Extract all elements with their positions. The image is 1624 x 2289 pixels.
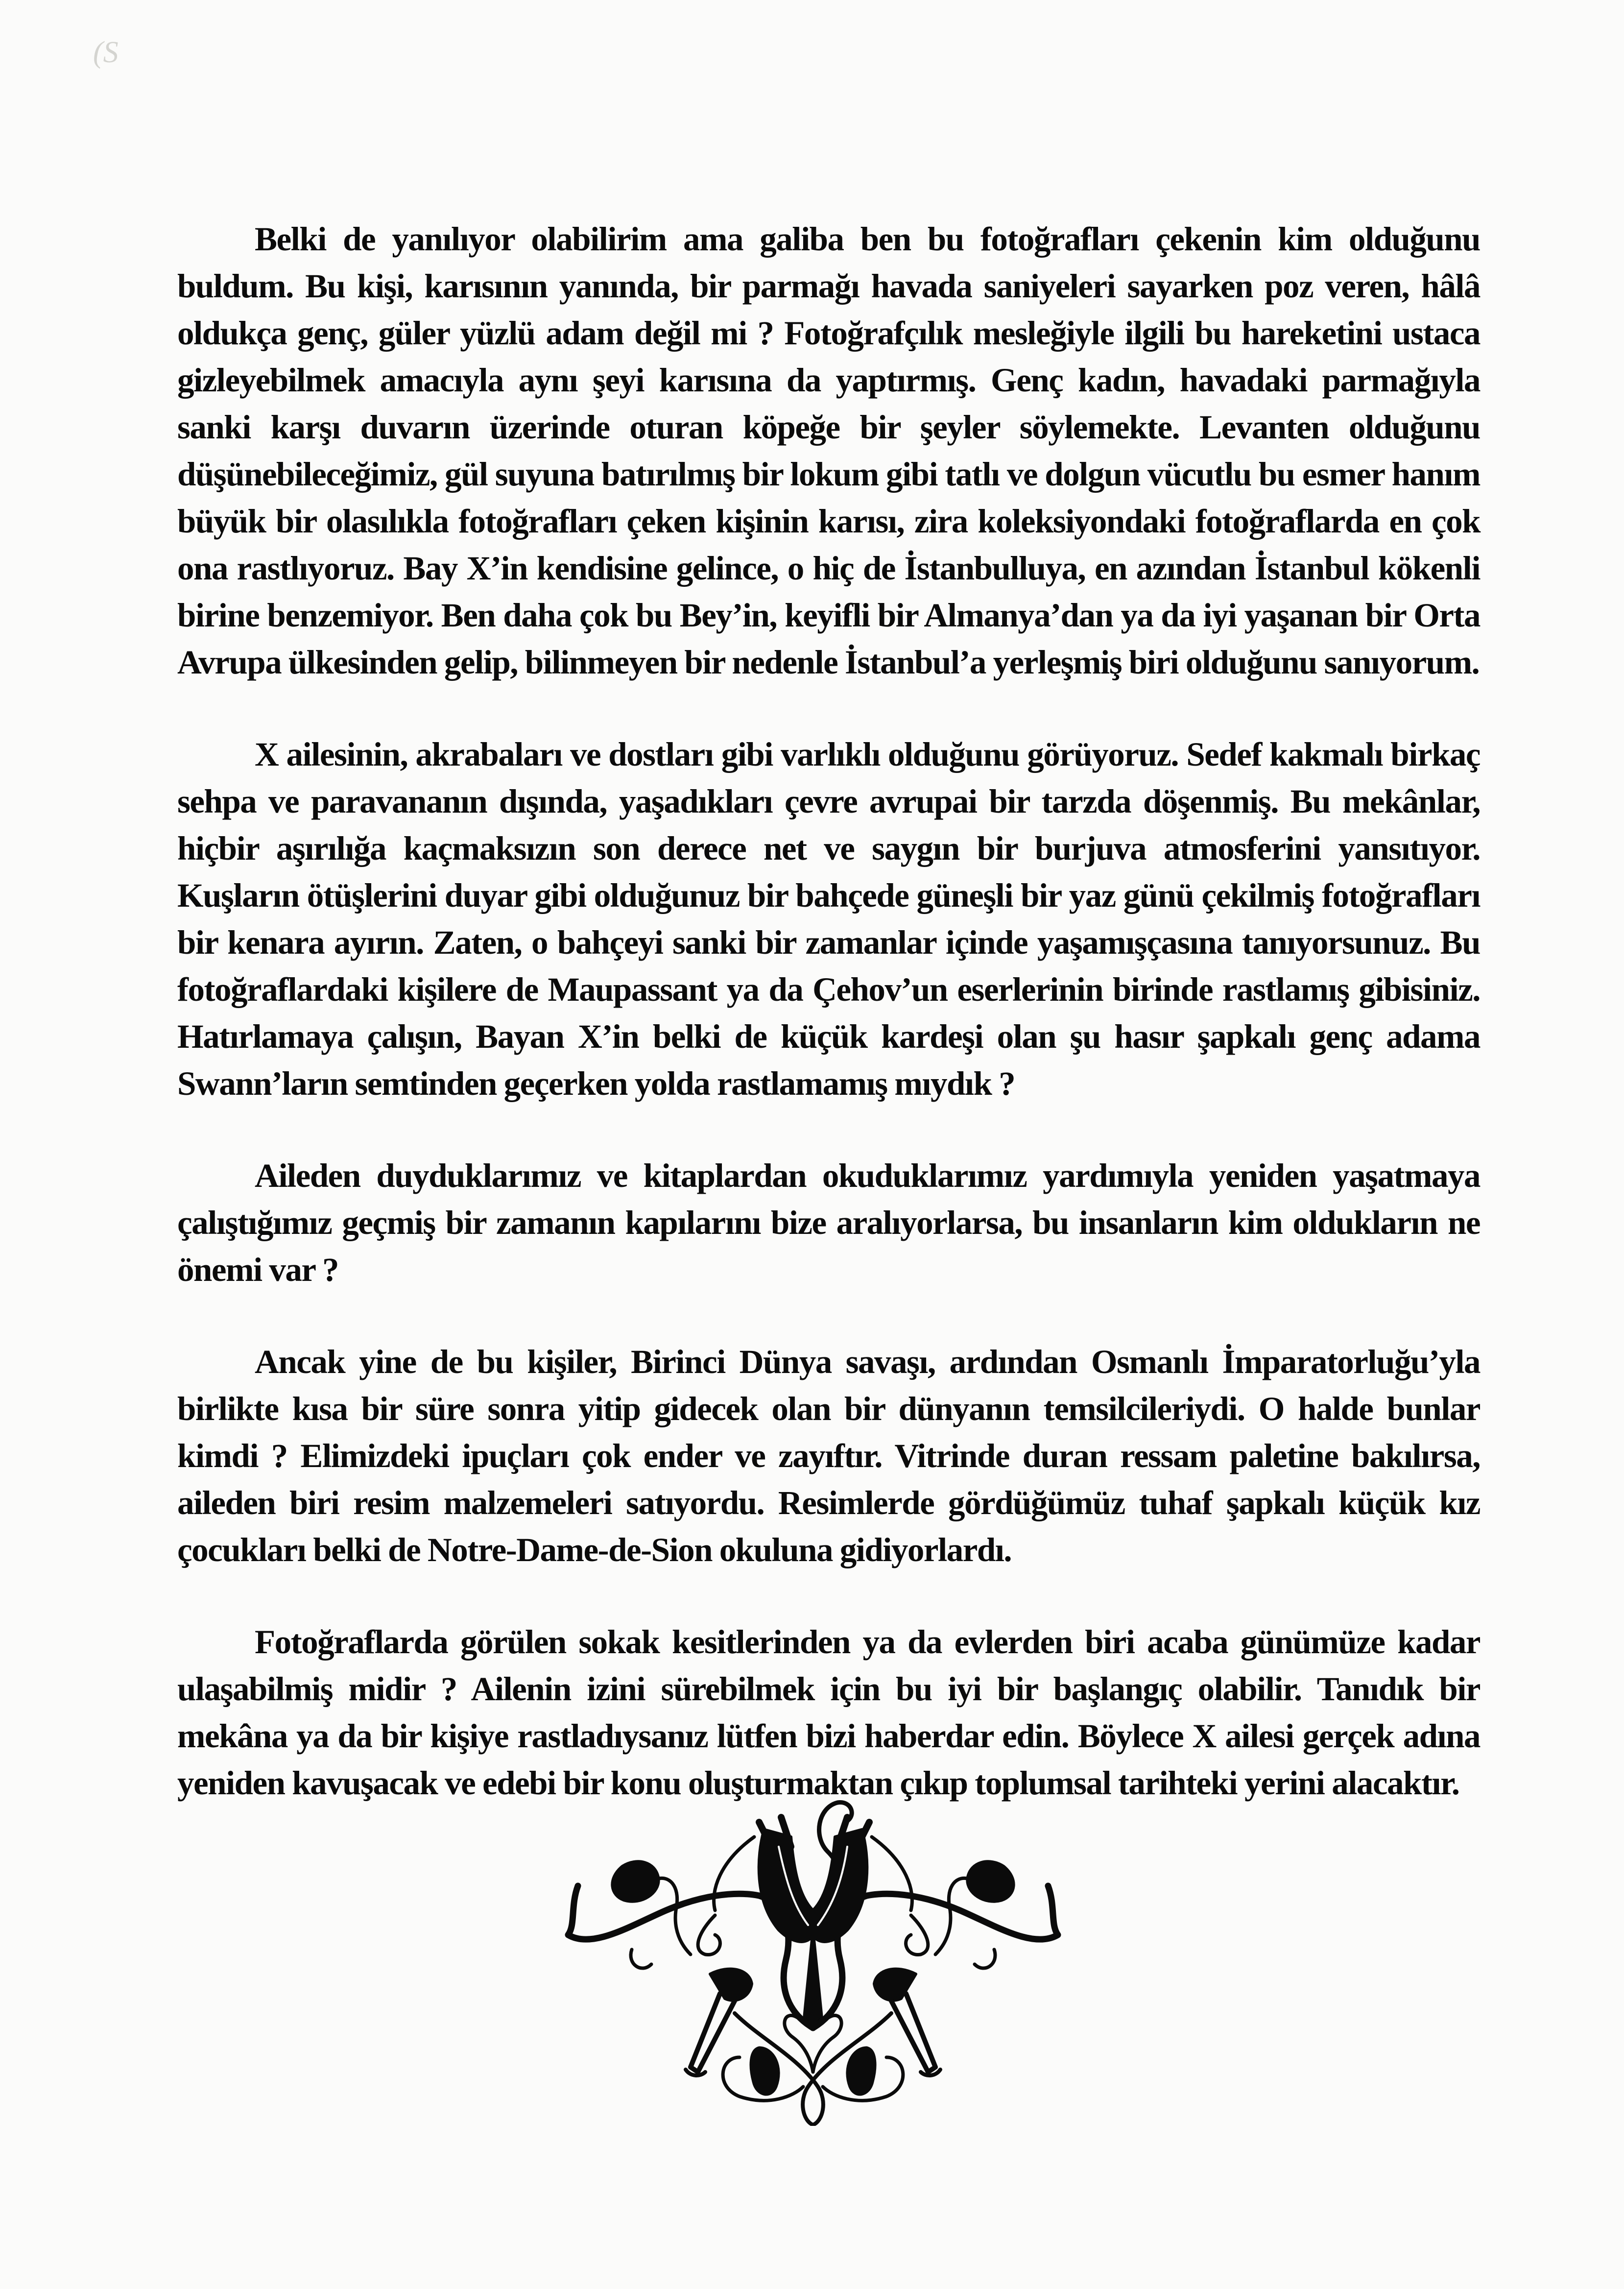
paragraph-family-x: X ailesinin, akrabaları ve dostları gibi varlıklı olduğunu görüyoruz. Sedef kakmalı birkaç sehpa ve paravananın dışında, yaşadıkları çevre avrupai bir tarzda döşenmiş. Bu mekânlar, hiçbir aşırılığa kaçmaksızın son derece net ve saygın bir burjuva atmosferini yansıtıyor. Kuşların ötüşlerini duyar gibi olduğunuz bir bahçede güneşli bir yaz günü çekilmiş fotoğrafları bir kenara ayırın. Zaten, o bahçeyi sanki bir zamanlar içinde yaşamışçasına tanıyorsunuz. Bu fotoğraflardaki kişilere de Maupassant ya da Çehov’un eserlerinin birinde rastlamış gibisiniz. Hatırlamaya çalışın, Bayan X’in belki de küçük kardeşi olan şu hasır şapkalı genç adama Swann’ların semtinden geçerken yolda rastlamamış mıydık ? — [177, 736, 1480, 1102]
pencil-page-mark: (S — [93, 36, 119, 69]
art-nouveau-floral-ornament-icon — [504, 1783, 1122, 2126]
bud-lower-left — [751, 2048, 779, 2095]
paragraph-clues: Ancak yine de bu kişiler, Birinci Dünya savaşı, ardından Osmanlı İmparatorluğu’yla birlikte kısa bir süre sonra yitip gidecek olan bir dünyanın temsilcileriydi. O halde bunlar kimdi ? Elimizdeki ipuçları çok ender ve zayıftır. Vitrinde duran ressam paletine bakılırsa, aileden biri resim malzemeleri satıyordu. Resimlerde gördüğümüz tuhaf şapkalı küçük kız çocukları belki de Notre-Dame-de-Sion okuluna gidiyorlardı. — [177, 1343, 1480, 1568]
article-body — [177, 216, 1480, 1807]
paragraph-appeal: Fotoğraflarda görülen sokak kesitlerinden ya da evlerden biri acaba günümüze kadar ulaşabilmiş midir ? Ailenin izini sürebilmek için bu iyi bir başlangıç olabilir. Tanıdık bir mekâna ya da bir kişiye rastladıysanız lütfen bizi haberdar edin. Böylece X ailesi gerçek adına yeniden kavuşacak ve edebi bir konu oluşturmaktan çıkıp toplumsal tarihteki yerini alacaktır. — [177, 1623, 1480, 1802]
bud-lower-right — [847, 2048, 875, 2095]
paragraph-photographer: Belki de yanılıyor olabilirim ama galiba ben bu fotoğrafları çekenin kim olduğunu buldum. Bu kişi, karısının yanında, bir parmağı havada saniyeleri sayarken poz veren, hâlâ oldukça genç, güler yüzlü adam değil mi ? Fotoğrafçılık mesleğiyle ilgili bu hareketini ustaca gizleyebilmek amacıyla aynı şeyi karısına da yaptırmış. Genç kadın, havadaki parmağıyla sanki karşı duvarın üzerinde oturan köpeğe bir şeyler söylemekte. Levanten olduğunu düşünebileceğimiz, gül suyuna batırılmış bir lokum gibi tatlı ve dolgun vücutlu bu esmer hanım büyük bir olasılıkla fotoğrafları çeken kişinin karısı, zira koleksiyondaki fotoğraflarda en çok ona rastlıyoruz. Bay X’in kendisine gelince, o hiç de İstanbulluya, en azından İstanbul kökenli birine benzemiyor. Ben daha çok bu Bey’in, keyifli bir Almanya’dan ya da iyi yaşanan bir Orta Avrupa ülkesinden gelip, bilinmeyen bir nedenle İstanbul’a yerleşmiş biri olduğunu sanıyorum. — [177, 220, 1480, 681]
tulip-flower — [759, 1817, 869, 2028]
paragraph-past-time: Aileden duyduklarımız ve kitaplardan okuduklarımız yardımıyla yeniden yaşatmaya çalıştığımız geçmiş bir zamanın kapılarını bize aralıyorlarsa, bu insanların kim oldukların ne önemi var ? — [177, 1157, 1480, 1288]
